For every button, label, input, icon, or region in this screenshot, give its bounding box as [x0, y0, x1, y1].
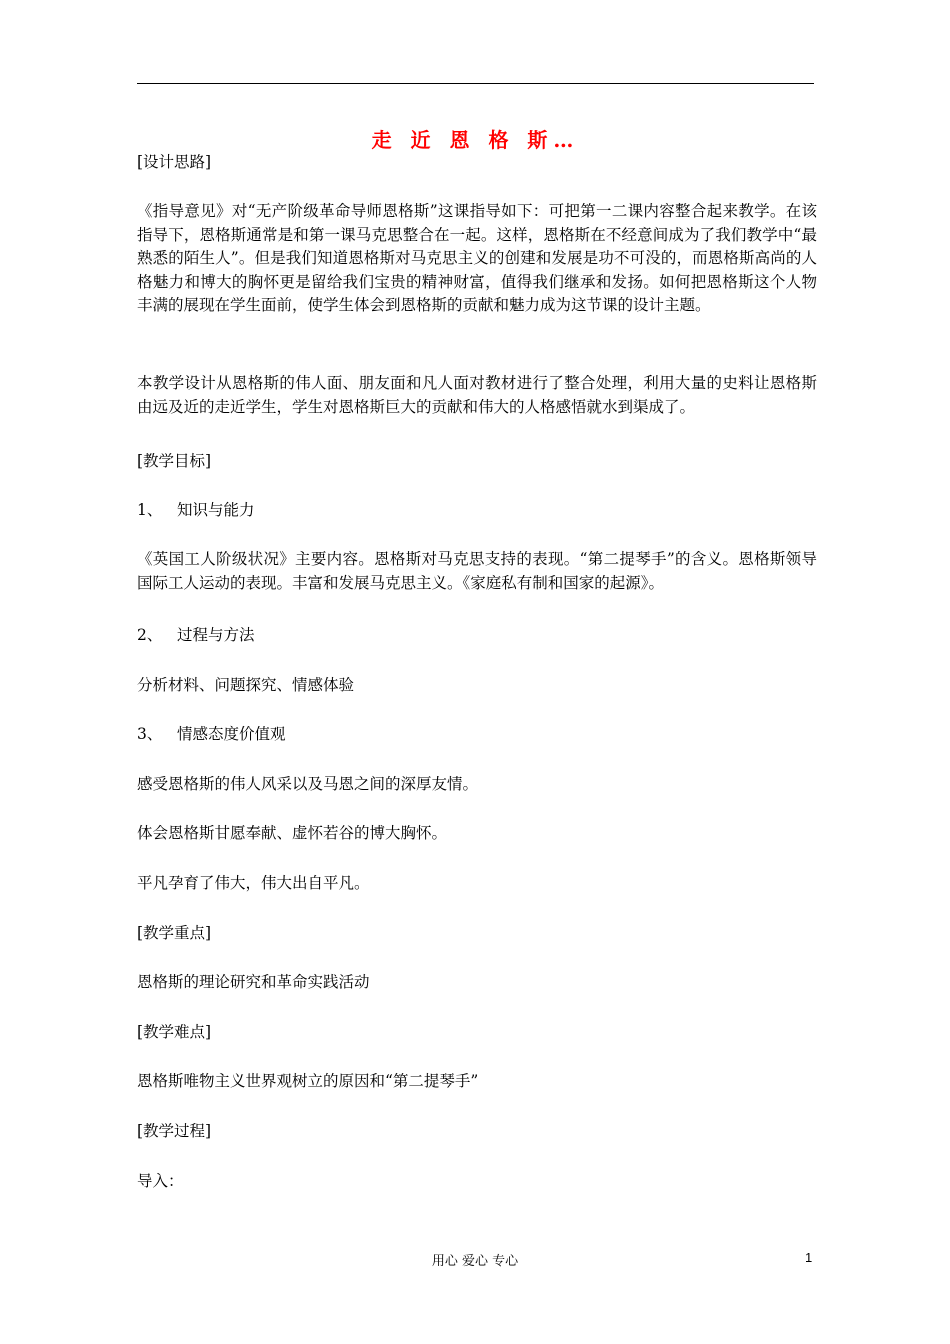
- goal-2-label: 过程与方法: [177, 626, 255, 644]
- page-number: 1: [805, 1250, 813, 1265]
- document-title: 走 近 恩 格 斯…: [371, 128, 580, 152]
- process-heading: [教学过程]: [137, 1122, 212, 1140]
- goal-1-number: 1、: [137, 501, 163, 519]
- difficulty-text: 恩格斯唯物主义世界观树立的原因和“第二提琴手”: [137, 1072, 479, 1090]
- goals-heading: [教学目标]: [137, 452, 212, 470]
- footer-text: 用心 爱心 专心: [431, 1254, 519, 1269]
- goal-2-text: 分析材料、问题探究、情感体验: [137, 676, 355, 694]
- goal-3-number: 3、: [137, 725, 163, 743]
- goal-2-number: 2、: [137, 626, 163, 644]
- design-idea-paragraph-1: 《指导意见》对“无产阶级革命导师恩格斯”这课指导如下：可把第一二课内容整合起来教学。在该指导下，恩格斯通常是和第一课马克思整合在一起。这样，恩格斯在不经意间成为了我们教学中“最熟悉的陌生人”。但是我们知道恩格斯对马克思主义的创建和发展是功不可没的，而恩格斯高尚的人格魅力和博大的胸怀更是留给我们宝贵的精神财富，值得我们继承和发扬。如何把恩格斯这个人物丰满的展现在学生面前，使学生体会到恩格斯的贡献和魅力成为这节课的设计主题。: [137, 202, 817, 315]
- design-idea-paragraph-2: 本教学设计从恩格斯的伟人面、朋友面和凡人面对教材进行了整合处理，利用大量的史料让恩格斯由远及近的走近学生，学生对恩格斯巨大的贡献和伟大的人格感悟就水到渠成了。: [137, 374, 817, 416]
- intro-label: 导入：: [137, 1172, 184, 1190]
- design-idea-heading: [设计思路]: [137, 153, 212, 171]
- goal-2-heading: [137, 625, 255, 645]
- goal-1-label: 知识与能力: [177, 501, 255, 519]
- goal-3-label: 情感态度价值观: [177, 725, 286, 743]
- key-points-text: 恩格斯的理论研究和革命实践活动: [137, 973, 370, 991]
- goal-3-line-3: 平凡孕育了伟大，伟大出自平凡。: [137, 874, 370, 892]
- goal-3-line-1: 感受恩格斯的伟人风采以及马恩之间的深厚友情。: [137, 775, 479, 793]
- goal-3-line-2: 体会恩格斯甘愿奉献、虚怀若谷的博大胸怀。: [137, 824, 448, 842]
- goal-1-heading: [137, 500, 255, 520]
- header-rule: [137, 83, 814, 84]
- goal-1-text: 《英国工人阶级状况》主要内容。恩格斯对马克思支持的表现。“第二提琴手”的含义。恩格斯领导国际工人运动的表现。丰富和发展马克思主义。《家庭私有制和国家的起源》。: [137, 550, 817, 592]
- goal-3-heading: [137, 724, 286, 744]
- key-points-heading: [教学重点]: [137, 924, 212, 942]
- difficulty-heading: [教学难点]: [137, 1023, 212, 1041]
